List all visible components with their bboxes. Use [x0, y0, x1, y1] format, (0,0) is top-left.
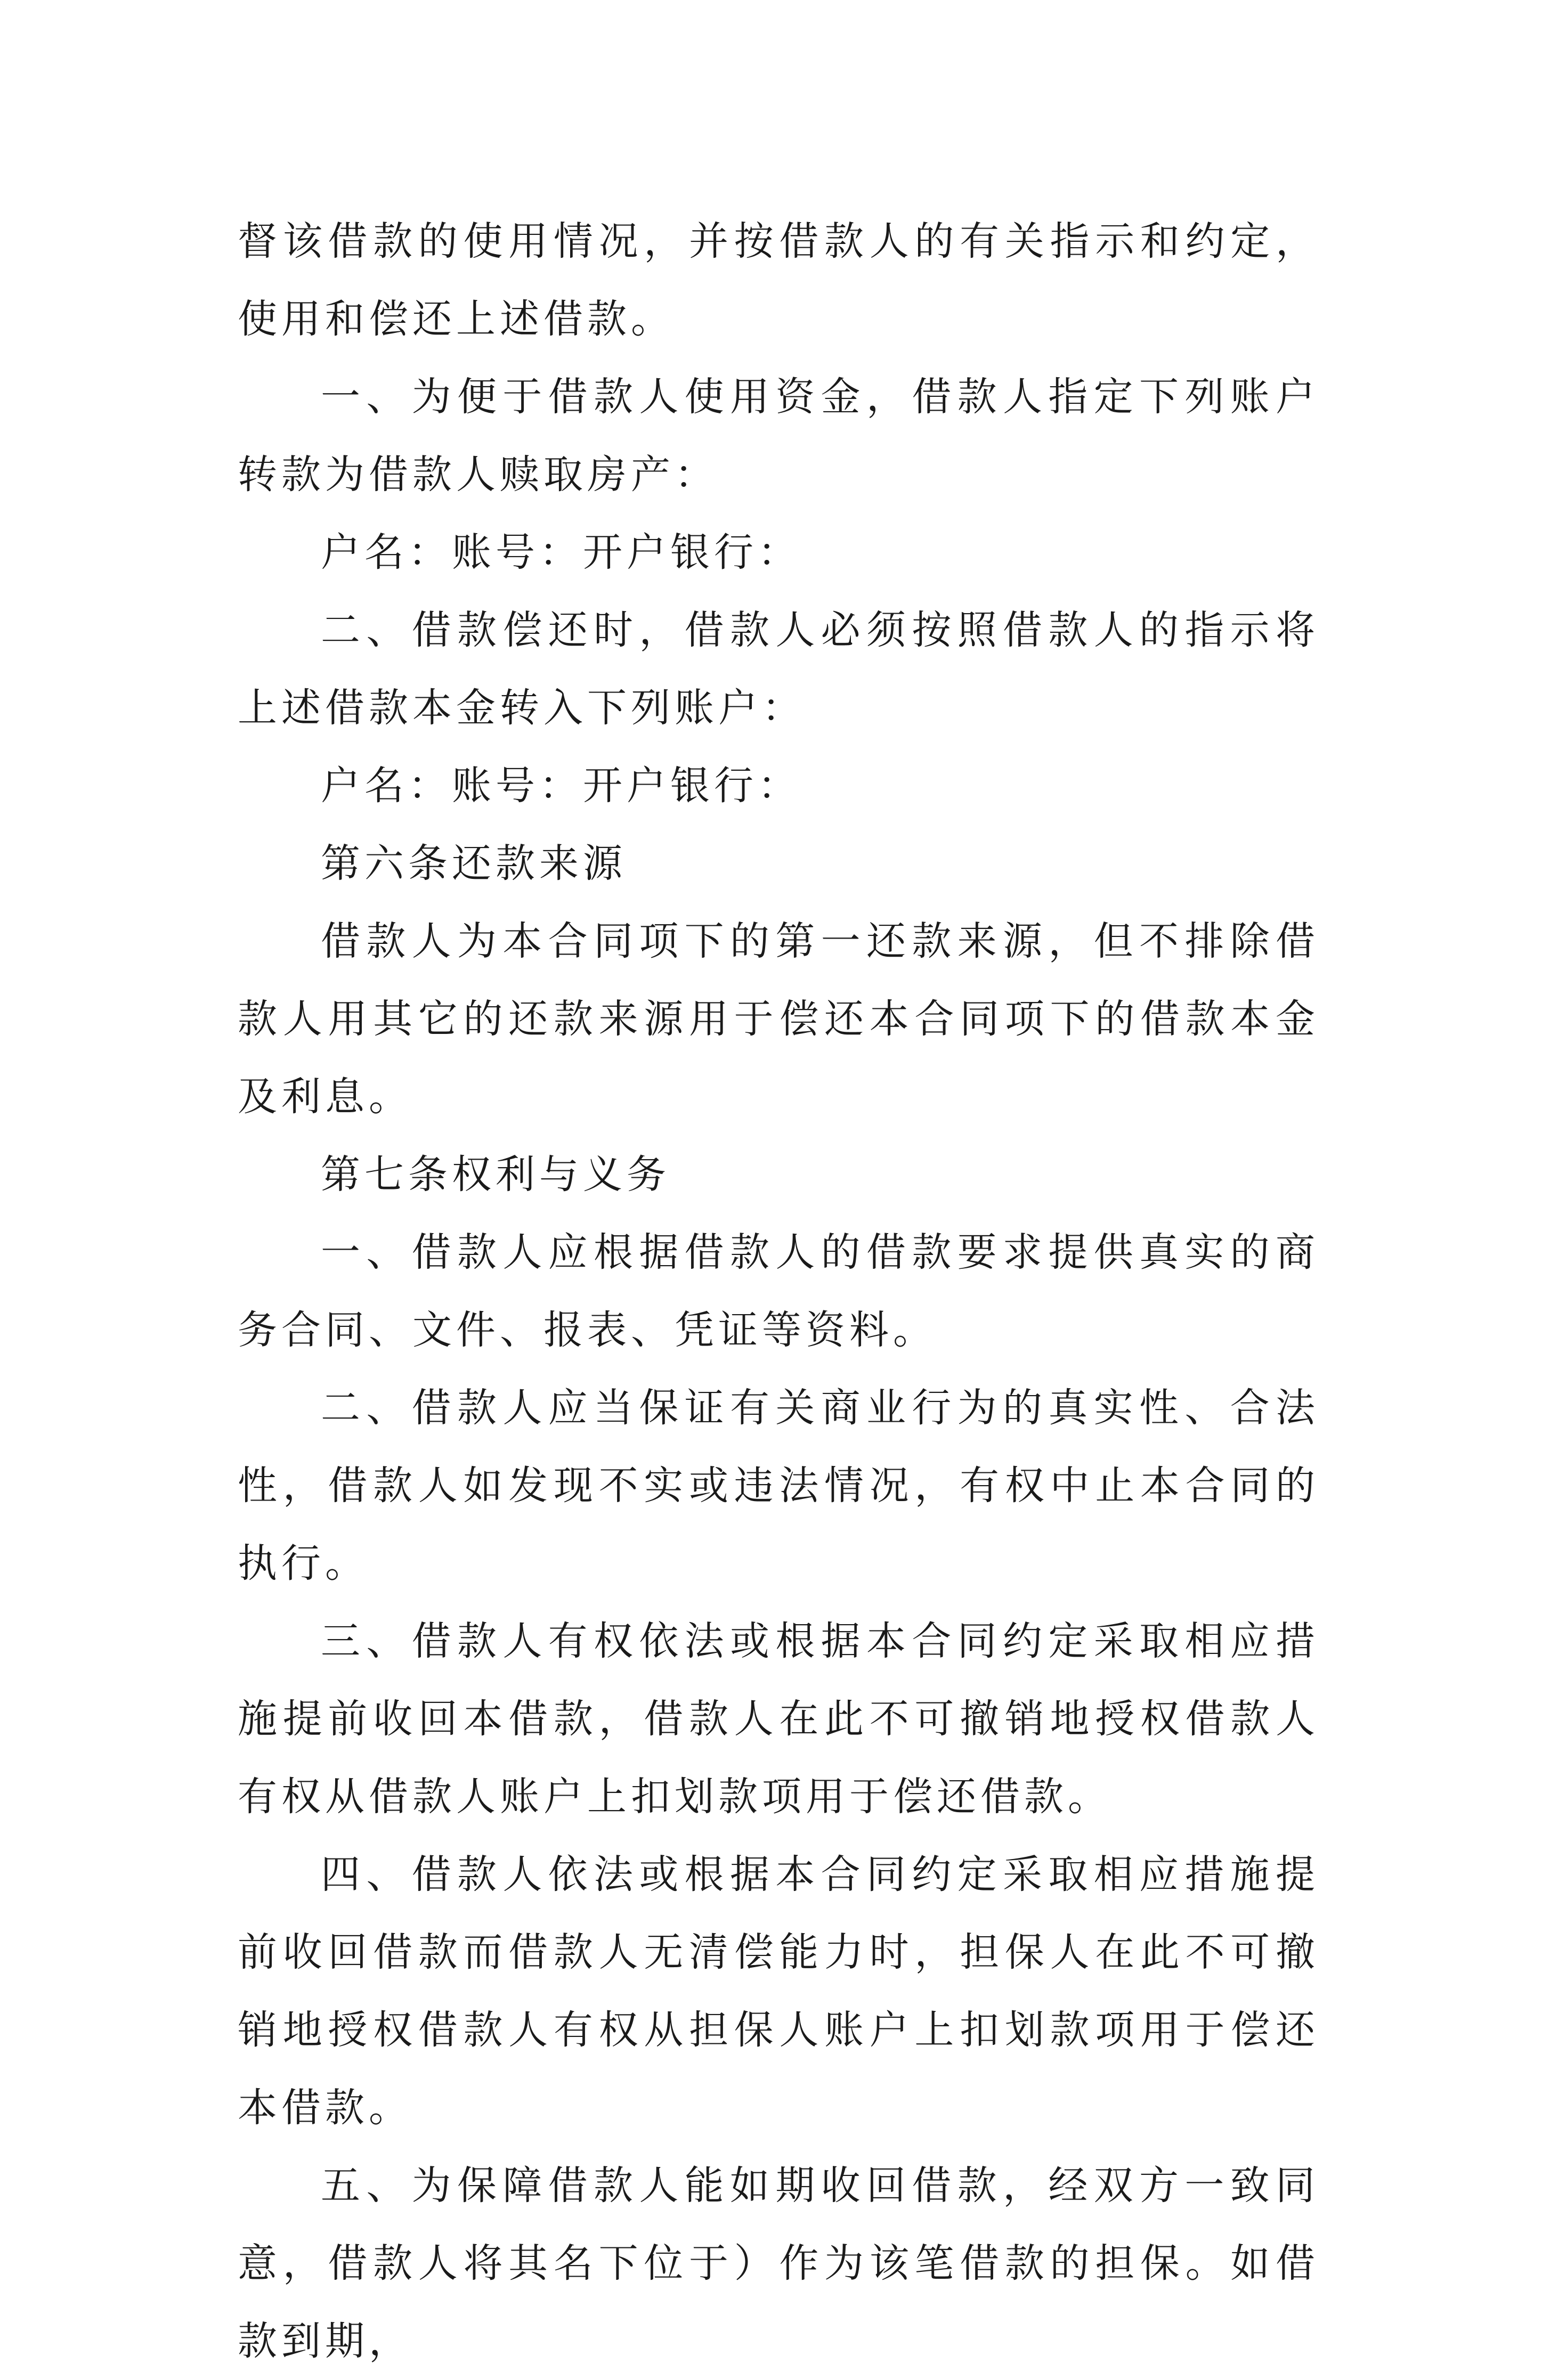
article-6-heading: 第六条还款来源: [321, 841, 627, 886]
article-7-heading: 第七条权利与义务: [321, 1152, 670, 1197]
paragraph-account-designation: 一、为便于借款人使用资金，借款人指定下列账户转款为借款人赎取房产：: [238, 374, 1319, 498]
paragraph-obligation-1: 一、借款人应根据借款人的借款要求提供真实的商务合同、文件、报表、凭证等资料。: [238, 1229, 1319, 1353]
paragraph-repayment-source: 借款人为本合同项下的第一还款来源，但不排除借款人用其它的还款来源用于偿还本合同项下的借款本金及利息。: [238, 918, 1319, 1120]
paragraph-obligation-5: 五、为保障借款人能如期收回借款，经双方一致同意，借款人将其名下位于）作为该笔借款的担保。如借款到期，: [238, 2163, 1319, 2364]
paragraph-continuation: 督该借款的使用情况，并按借款人的有关指示和约定，使用和偿还上述借款。: [238, 218, 1319, 342]
paragraph-obligation-2: 二、借款人应当保证有关商业行为的真实性、合法性，借款人如发现不实或违法情况，有权中止本合同的执行。: [238, 1385, 1319, 1586]
paragraph-obligation-3: 三、借款人有权依法或根据本合同约定采取相应措施提前收回本借款，借款人在此不可撤销地授权借款人有权从借款人账户上扣划款项用于偿还借款。: [238, 1618, 1319, 1820]
paragraph-repayment-transfer: 二、借款偿还时，借款人必须按照借款人的指示将上述借款本金转入下列账户：: [238, 607, 1319, 731]
paragraph-account-fields-2: 户名：账号：开户银行：: [321, 763, 801, 809]
document-body: [238, 202, 1319, 2380]
paragraph-obligation-4: 四、借款人依法或根据本合同约定采取相应措施提前收回借款而借款人无清偿能力时，担保人在此不可撤销地授权借款人有权从担保人账户上扣划款项用于偿还本借款。: [238, 1852, 1319, 2131]
paragraph-account-fields-1: 户名：账号：开户银行：: [321, 529, 801, 575]
